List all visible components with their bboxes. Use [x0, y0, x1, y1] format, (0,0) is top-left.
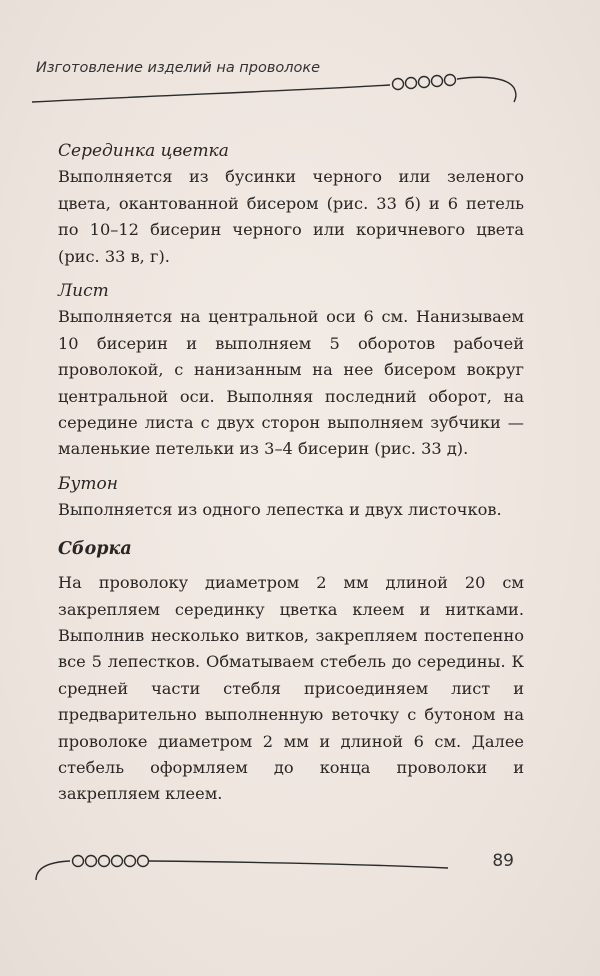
section-title-center: Серединка цветка — [58, 141, 229, 161]
section-text-leaf: Выполняется на центральной оси 6 см. Нанизываем 10 бисерин и выполняем 5 оборотов рабочей проволокой, с нанизанным на нее бисером вокруг центральной оси. Выполняя последний оборот, на середине листа с двух сторон выполняем зубчики — маленькие петельки из 3–4 бисерин (рис. 33 д). — [58, 307, 524, 459]
section-title-assembly: Сборка — [58, 538, 132, 559]
header-bead-ornament — [30, 64, 530, 114]
running-header-title: Изготовление изделий на проволоке — [36, 60, 321, 76]
section-text-bud: Выполняется из одного лепестка и двух листочков. — [58, 500, 502, 520]
page-content — [58, 138, 524, 808]
section-title-leaf: Лист — [58, 281, 109, 302]
section-text-center: Выполняется из бусинки черного или зеленого цвета, окантованной бисером (рис. 33 б) и 6 петель по 10–12 бисерин черного или коричневого цвета (рис. 33 в, г). — [58, 167, 524, 266]
page-number: 89 — [492, 851, 514, 871]
footer-bead-ornament — [28, 838, 468, 888]
section-text-assembly: На проволоку диаметром 2 мм длиной 20 см закрепляем серединку цветка клеем и нитками. Выполнив несколько витков, закрепляем постепенно все 5 лепестков. Обматываем стебель до середины. К средней части стебля присоединяем лист и предварительно выполненную веточку с бутоном на проволоке диаметром 2 мм и длиной 6 см. Далее стебель оформляем до конца проволоки и закрепляем клеем. — [58, 573, 524, 804]
section-title-bud: Бутон — [58, 473, 118, 494]
